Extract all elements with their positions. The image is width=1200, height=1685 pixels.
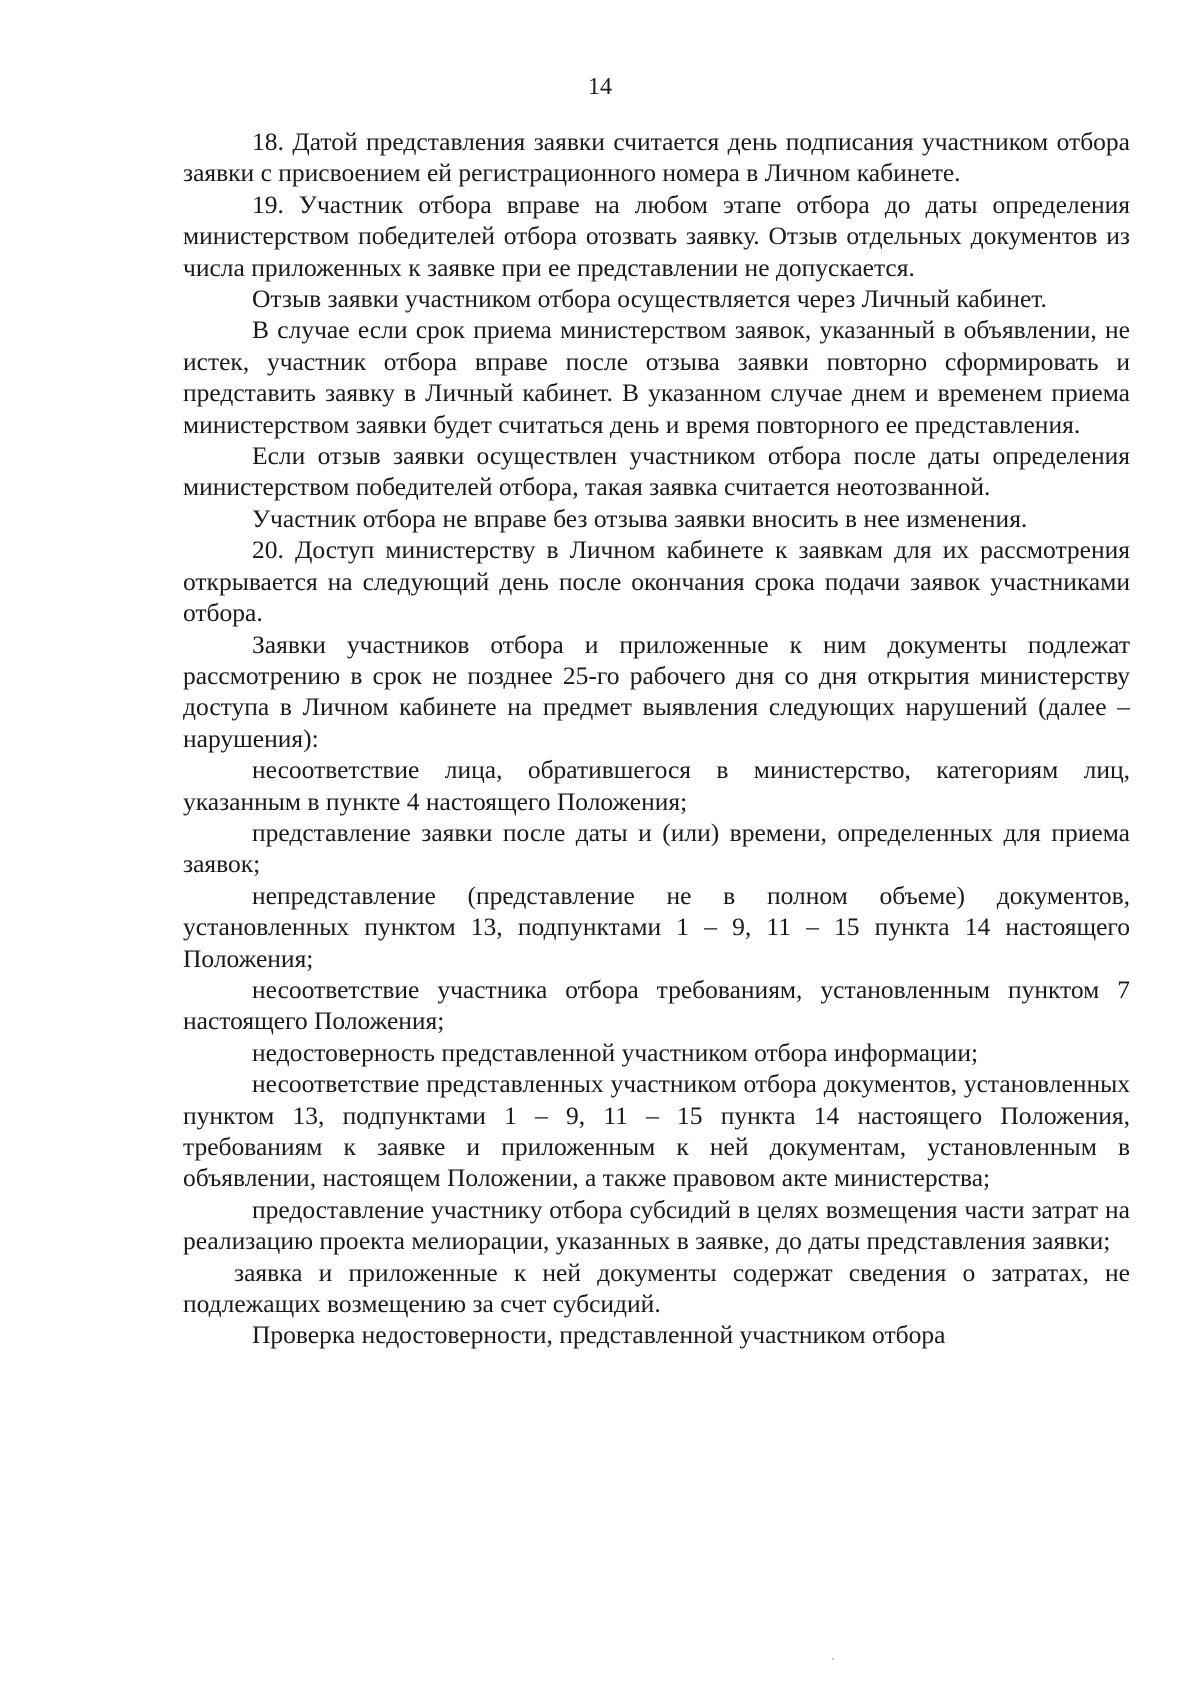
violation-item: недостоверность представленной участником отбора информации; [252, 1037, 979, 1067]
violation-item: предоставление участнику отбора субсидий в целях возмещения части затрат на реализацию проекта мелиорации, указанных в заявке, до даты представления заявки; [183, 1194, 1130, 1256]
paragraph-review-term: Заявки участников отбора и приложенные к ним документы подлежат рассмотрению в срок не позднее 25-го рабочего дня со дня открытия министерству доступа в Личном кабинете на предмет выявления следующих нарушений (далее – нарушения): [183, 629, 1130, 753]
paragraph-20: 20. Доступ министерству в Личном кабинете к заявкам для их рассмотрения открывается на следующий день после окончания срока подачи заявок участниками отбора. [183, 535, 1130, 628]
paragraph-resubmission: В случае если срок приема министерством заявок, указанный в объявлении, не истек, участник отбора вправе после отзыва заявки повторно сформировать и представить заявку в Личный кабинет. В указанном случае днем и временем приема министерством заявки будет считаться день и время повторного ее представления. [183, 315, 1130, 439]
violation-item: представление заявки после даты и (или) времени, определенных для приема заявок; [183, 817, 1130, 879]
violation-item: несоответствие участника отбора требованиям, установленным пунктом 7 настоящего Положения; [183, 974, 1130, 1036]
paragraph-19: 19. Участник отбора вправе на любом этапе отбора до даты определения министерством победителей отбора отозвать заявку. Отзыв отдельных документов из числа приложенных к заявке при ее представлении не допускается. [183, 189, 1130, 282]
paragraph-verification: Проверка недостоверности, представленной участником отбора [252, 1320, 946, 1350]
violation-item: непредставление (представление не в полном объеме) документов, установленных пунктом 13, подпунктами 1 – 9, 11 – 15 пункта 14 настоящего Положения; [183, 880, 1130, 973]
page-number: 14 [588, 74, 612, 100]
paragraph-withdrawal-method: Отзыв заявки участником отбора осуществляется через Личный кабинет. [252, 284, 1047, 314]
document-body [183, 126, 1130, 1351]
scan-artifact [832, 1658, 834, 1660]
paragraph-no-changes: Участник отбора не вправе без отзыва заявки вносить в нее изменения. [252, 503, 1028, 533]
paragraph-late-withdrawal: Если отзыв заявки осуществлен участником отбора после даты определения министерством победителей отбора, такая заявка считается неотозванной. [183, 441, 1130, 502]
paragraph-18: 18. Датой представления заявки считается день подписания участником отбора заявки с присвоением ей регистрационного номера в Личном кабинете. [183, 127, 1130, 188]
violation-item: заявка и приложенные к ней документы содержат сведения о затратах, не подлежащих возмещению за счет субсидий. [183, 1257, 1130, 1319]
violation-item: несоответствие представленных участником отбора документов, установленных пунктом 13, подпунктами 1 – 9, 11 – 15 пункта 14 настоящего Положения, требованиям к заявке и приложенным к ней документам, установленным в объявлении, настоящем Положении, а также правовом акте министерства; [183, 1069, 1130, 1193]
violation-item: несоответствие лица, обратившегося в министерство, категориям лиц, указанным в пункте 4 настоящего Положения; [183, 755, 1130, 816]
